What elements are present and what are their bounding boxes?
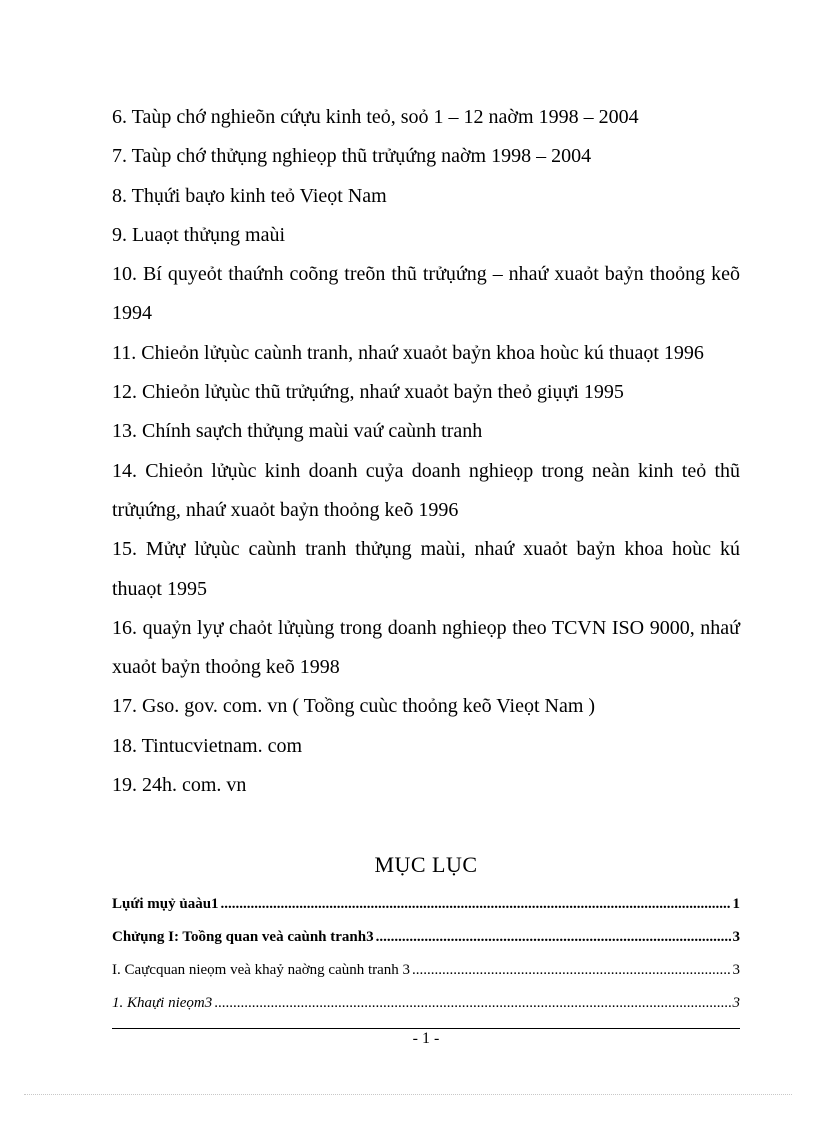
toc-title: MỤC LỤC	[374, 852, 478, 877]
toc-entry-text: 1. Khaựi nieọm3	[112, 995, 213, 1011]
reference-item: 19. 24h. com. vn	[112, 774, 247, 797]
reference-item: 12. Chieỏn lửụùc thũ trửụứng, nhaứ xuaỏt baỷn theỏ giụựi 1995	[112, 381, 624, 404]
toc-entry-page: 3	[732, 962, 740, 978]
reference-list	[112, 98, 740, 805]
toc-leader-dots	[221, 896, 731, 913]
reference-item: 11. Chieỏn lửụùc caùnh tranh, nhaứ xuaỏt baỷn khoa hoùc kú thuaọt 1996	[112, 341, 704, 364]
page-number: - 1 -	[412, 1030, 440, 1047]
toc-entry[interactable]	[112, 962, 740, 995]
toc-entry-text: Lụứi mụỷ ủaàu1	[112, 896, 219, 912]
reference-item: 9. Luaọt thửụng maùi	[112, 223, 286, 246]
reference-item: 15. Mửự lửụùc caùnh tranh thửụng maùi, nhaứ xuaỏt baỷn khoa hoùc kú thuaọt 1995	[112, 538, 740, 600]
reference-item: 6. Taùp chớ nghieõn cứựu kinh teỏ, soỏ 1 – 12 naờm 1998 – 2004	[112, 106, 639, 128]
toc-entry[interactable]	[112, 995, 740, 1028]
reference-item: 14. Chieỏn lửụùc kinh doanh cuỷa doanh nghieọp trong neàn kinh teỏ thũ trửụứng, nhaứ xuaỏt baỷn thoỏng keõ 1996	[112, 459, 740, 521]
toc-leader-dots	[412, 962, 730, 979]
reference-item: 17. Gso. gov. com. vn ( Toồng cuùc thoỏng keõ Vieọt Nam )	[112, 695, 596, 718]
toc-entry-text: I. Caựcquan nieọm veà khaỷ naờng caùnh tranh 3	[112, 962, 411, 978]
reference-item: 10. Bí quyeỏt thaứnh coõng treõn thũ trửụứng – nhaứ xuaỏt baỷn thoỏng keõ 1994	[112, 263, 740, 325]
reference-item: 16. quaỷn lyự chaỏt lửụùng trong doanh nghieọp theo TCVN ISO 9000, nhaứ xuaỏt baỷn thoỏng keõ 1998	[112, 616, 740, 679]
reference-item: 8. Thụứi baựo kinh teỏ Vieọt Nam	[112, 184, 387, 207]
table-of-contents	[112, 896, 740, 1028]
reference-item: 18. Tintucvietnam. com	[112, 734, 302, 757]
toc-entry-page: 1	[732, 896, 740, 912]
toc-entry-page: 3	[732, 929, 740, 945]
footer-divider	[112, 1028, 740, 1029]
toc-leader-dots	[214, 995, 730, 1012]
toc-leader-dots	[376, 929, 731, 946]
reference-item: 13. Chính saựch thửụng maùi vaứ caùnh tranh	[112, 420, 483, 443]
toc-entry-page: 3	[732, 995, 740, 1011]
reference-item: 7. Taùp chớ thửụng nghieọp thũ trửụứng naờm 1998 – 2004	[112, 145, 592, 168]
page-bottom-edge	[24, 1094, 792, 1095]
toc-entry[interactable]	[112, 929, 740, 962]
toc-entry[interactable]	[112, 896, 740, 929]
toc-entry-text: Chửụng I: Toồng quan veà caùnh tranh3	[112, 929, 374, 945]
